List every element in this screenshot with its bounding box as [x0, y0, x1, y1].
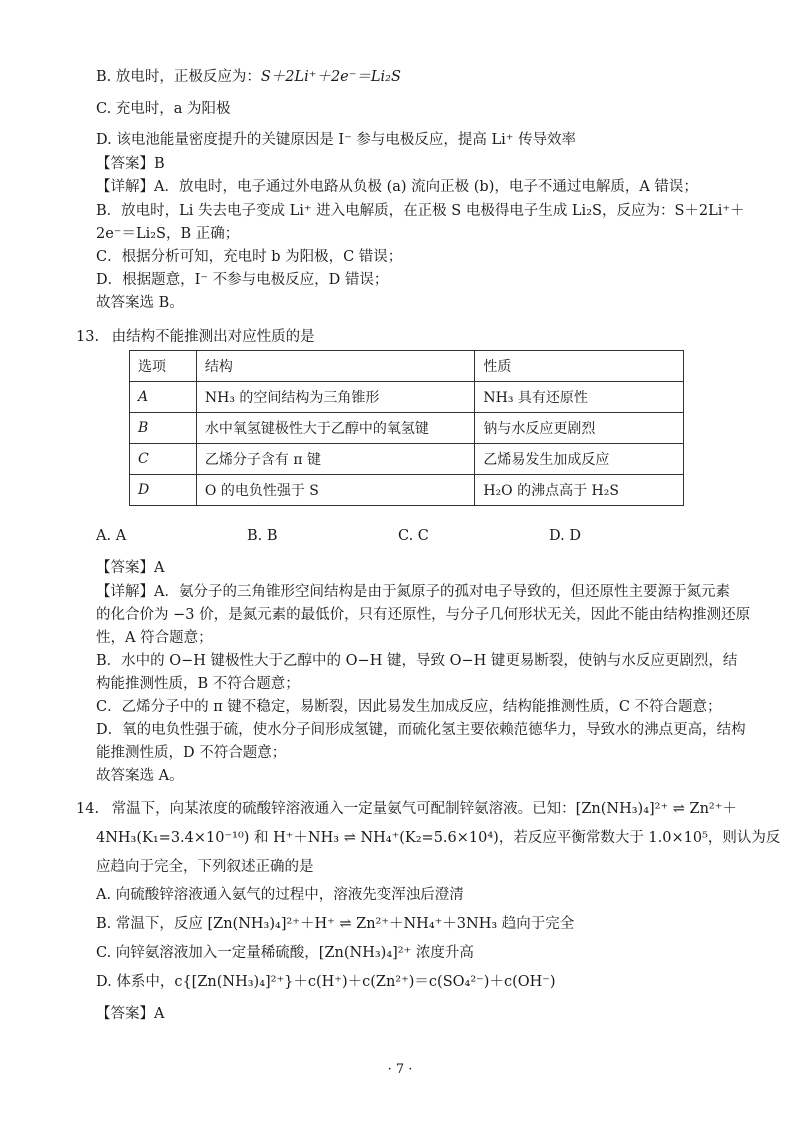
q13-explain-line: 的化合价为 −3 价，是氮元素的最低价，只有还原性，与分子几何形状无关，因此不能由结构推测还原 — [96, 607, 751, 623]
question-number: 13. — [76, 329, 100, 345]
table-header-cell: 性质 — [475, 351, 684, 382]
q13-answer: 【答案】A — [96, 560, 165, 576]
q13-option-b: B. B — [247, 528, 278, 544]
q12-explain-line: C．根据分析可知，充电时 b 为阳极，C 错误； — [96, 249, 403, 265]
q14-option-c: C. 向锌氨溶液加入一定量稀硫酸，[Zn(NH₃)₄]²⁺ 浓度升高 — [96, 945, 474, 961]
q14-option-b: B. 常温下，反应 [Zn(NH₃)₄]²⁺＋H⁺ ⇌ Zn²⁺＋NH₄⁺＋3NH₃ 趋向于完全 — [96, 916, 575, 932]
q12-explain-line: B．放电时，Li 失去电子变成 Li⁺ 进入电解质，在正极 S 电极得电子生成 Li₂S，反应为：S＋2Li⁺＋ — [96, 203, 745, 219]
q13-explain-line: D．氧的电负性强于硫，使水分子间形成氢键，而硫化氢主要依赖范德华力，导致水的沸点更高，结构 — [96, 722, 746, 738]
q13-explain-line: C．乙烯分子中的 π 键不稳定，易断裂，因此易发生加成反应，结构能推测性质，C 不符合题意； — [96, 699, 722, 715]
q12-option-d: D. 该电池能量密度提升的关键原因是 I⁻ 参与电极反应，提高 Li⁺ 传导效率 — [96, 132, 577, 148]
q13-stem: 13. 由结构不能推测出对应性质的是 — [76, 329, 315, 345]
q13-explain-line: 构能推测性质，B 不符合题意； — [96, 676, 300, 692]
table-row — [130, 413, 684, 444]
table-row — [130, 444, 684, 475]
q13-option-d: D. D — [549, 528, 581, 544]
table-cell: 钠与水反应更剧烈 — [475, 413, 684, 444]
q12-explain-line: 故答案选 B。 — [96, 295, 184, 311]
table-header-row — [130, 351, 684, 382]
table-header-cell: 结构 — [196, 351, 474, 382]
table-cell: 乙烯易发生加成反应 — [475, 444, 684, 475]
table-cell: D — [130, 475, 197, 506]
q14-option-d: D. 体系中，c{[Zn(NH₃)₄]²⁺}＋c(H⁺)＋c(Zn²⁺)＝c(SO₄²⁻)＋c(OH⁻) — [96, 974, 556, 990]
q14-stem-line: 应趋向于完全，下列叙述正确的是 — [96, 859, 314, 875]
q13-explain-line: 能推测性质，D 不符合题意； — [96, 745, 287, 761]
question-number: 14. — [76, 801, 100, 817]
q12-option-b: B. 放电时，正极反应为：S＋2Li⁺＋2e⁻＝Li₂S — [96, 69, 401, 85]
table-cell: C — [130, 444, 197, 475]
q14-stem-line: 4NH₃(K₁=3.4×10⁻¹⁰) 和 H⁺＋NH₃ ⇌ NH₄⁺(K₂=5.6×10⁴)，若反应平衡常数大于 1.0×10⁵，则认为反 — [96, 830, 781, 846]
table-header-cell: 选项 — [130, 351, 197, 382]
table-cell: 乙烯分子含有 π 键 — [196, 444, 474, 475]
q14-answer: 【答案】A — [96, 1006, 165, 1022]
table-row — [130, 475, 684, 506]
table-cell: NH₃ 具有还原性 — [475, 382, 684, 413]
q13-option-a: A. A — [96, 528, 127, 544]
table-cell: A — [130, 382, 197, 413]
q14-stem-line: 14. 常温下，向某浓度的硫酸锌溶液通入一定量氨气可配制锌氨溶液。已知：[Zn(NH₃)₄]²⁺ ⇌ Zn²⁺＋ — [76, 801, 737, 817]
q12-explain-line: 2e⁻＝Li₂S，B 正确； — [96, 226, 240, 242]
table-cell: B — [130, 413, 197, 444]
q13-explain-line: 故答案选 A。 — [96, 768, 184, 784]
page-number: · 7 · — [387, 1062, 413, 1077]
q12-option-c: C. 充电时，a 为阳极 — [96, 101, 231, 117]
q13-options — [96, 528, 696, 550]
table-cell: 水中氧氢键极性大于乙醇中的氧氢键 — [196, 413, 474, 444]
q13-option-c: C. C — [398, 528, 429, 544]
q12-answer: 【答案】B — [96, 156, 165, 172]
q13-explain-line: 【详解】A．氨分子的三角锥形空间结构是由于氮原子的孤对电子导致的，但还原性主要源于氮元素 — [96, 584, 730, 600]
q13-explain-line: B．水中的 O−H 键极性大于乙醇中的 O−H 键，导致 O−H 键更易断裂，使钠与水反应更剧烈，结 — [96, 653, 738, 669]
table-cell: H₂O 的沸点高于 H₂S — [475, 475, 684, 506]
table-cell: NH₃ 的空间结构为三角锥形 — [196, 382, 474, 413]
q14-option-a: A. 向硫酸锌溶液通入氨气的过程中，溶液先变浑浊后澄清 — [96, 887, 464, 903]
table-row — [130, 382, 684, 413]
q13-explain-line: 性，A 符合题意； — [96, 630, 213, 646]
q12-explain-line: D．根据题意，I⁻ 不参与电极反应，D 错误； — [96, 272, 389, 288]
table-cell: O 的电负性强于 S — [196, 475, 474, 506]
q12-explain-line: 【详解】A．放电时，电子通过外电路从负极 (a) 流向正极 (b)，电子不通过电解质，A 错误； — [96, 179, 698, 195]
q13-table — [129, 350, 684, 506]
